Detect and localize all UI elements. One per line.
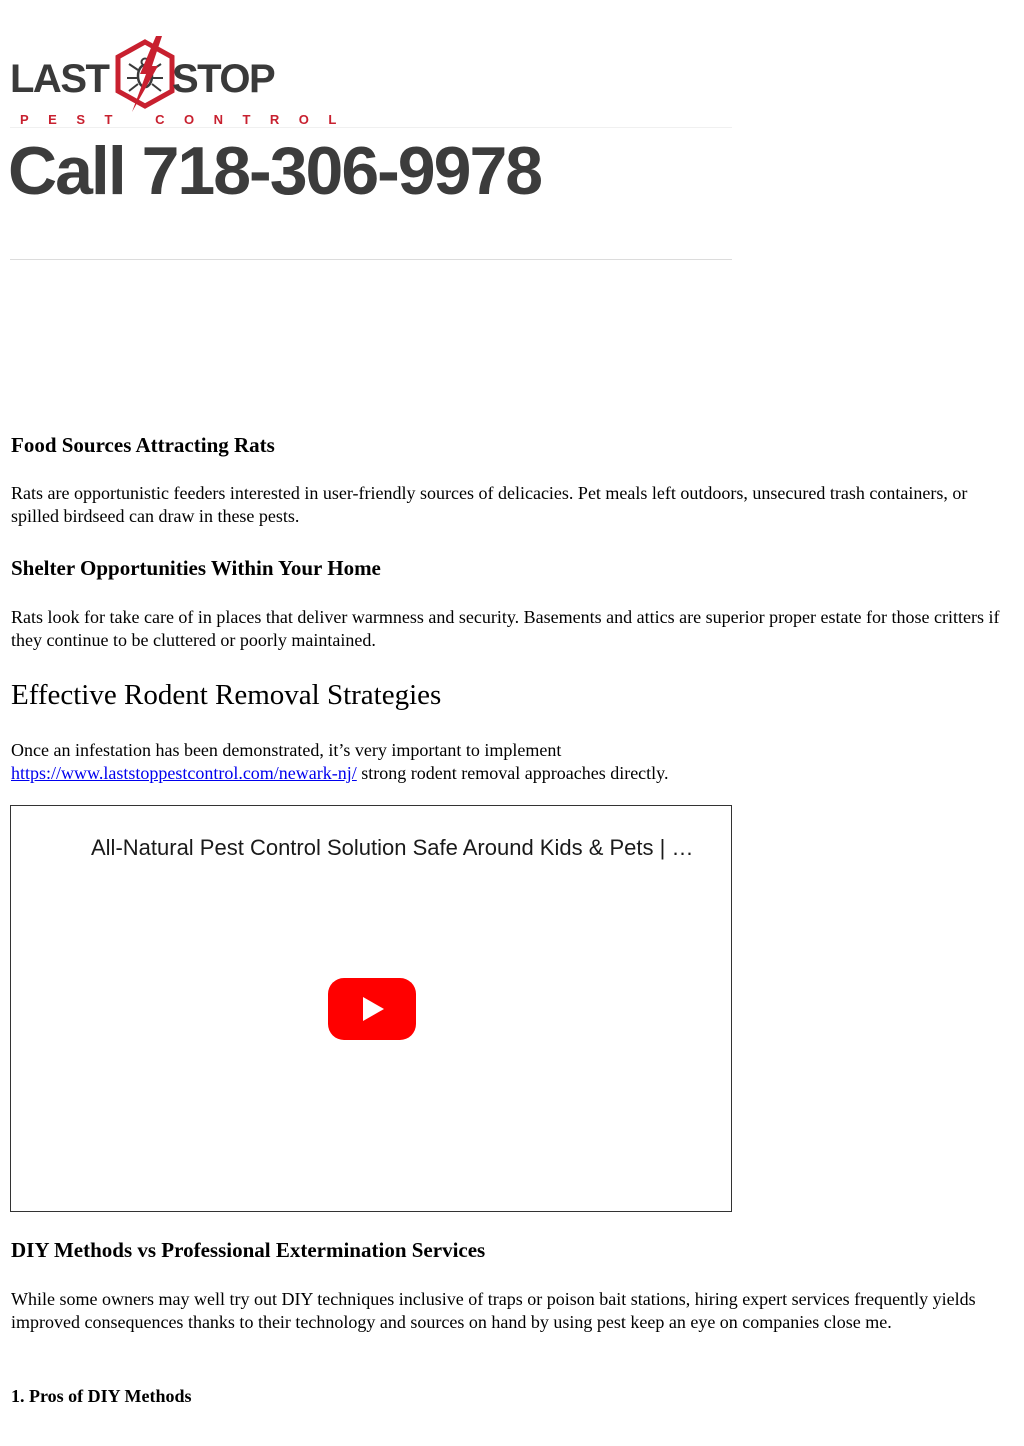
call-heading: Call 718-306-9978 bbox=[8, 133, 542, 209]
youtube-play-icon[interactable] bbox=[328, 978, 416, 1040]
removal-heading: Effective Rodent Removal Strategies bbox=[11, 679, 442, 711]
site-logo[interactable] bbox=[10, 36, 356, 128]
removal-text-before: Once an infestation has been demonstrated, it’s very important to implement bbox=[11, 740, 562, 760]
logo-word-last: LAST bbox=[10, 57, 109, 101]
diy-vs-pro-paragraph: While some owners may well try out DIY techniques inclusive of traps or poison bait stations, hiring expert services frequently yields improved consequences thanks to their technology and sources on hand by using pest keep an eye on companies close me. bbox=[11, 1289, 976, 1332]
video-embed[interactable] bbox=[10, 805, 732, 1212]
removal-text-after: strong rodent removal approaches directly. bbox=[356, 763, 669, 783]
diy-vs-pro-heading: DIY Methods vs Professional Extermination Services bbox=[11, 1238, 486, 1262]
logo-tagline: PEST CONTROL bbox=[20, 112, 356, 127]
video-title[interactable]: All-Natural Pest Control Solution Safe Around Kids & Pets | … bbox=[91, 835, 694, 860]
food-sources-paragraph: Rats are opportunistic feeders interested in user-friendly sources of delicacies. Pet meals left outdoors, unsecured trash containers, or spilled birdseed can draw in these pests. bbox=[11, 483, 968, 526]
pros-of-diy-heading: 1. Pros of DIY Methods bbox=[11, 1386, 192, 1406]
removal-paragraph bbox=[11, 739, 1011, 785]
hexagon-bug-bolt-icon bbox=[112, 36, 178, 114]
shelter-paragraph: Rats look for take care of in places that deliver warmness and security. Basements and attics are superior proper estate for those critters if they continue to be cluttered or poorly maintained. bbox=[11, 607, 1000, 650]
newark-nj-link[interactable]: https://www.laststoppestcontrol.com/newark-nj/ bbox=[11, 763, 357, 783]
food-sources-heading: Food Sources Attracting Rats bbox=[11, 433, 275, 457]
shelter-heading: Shelter Opportunities Within Your Home bbox=[11, 556, 381, 580]
logo-word-stop: STOP bbox=[172, 57, 275, 101]
horizontal-rule bbox=[10, 259, 732, 260]
